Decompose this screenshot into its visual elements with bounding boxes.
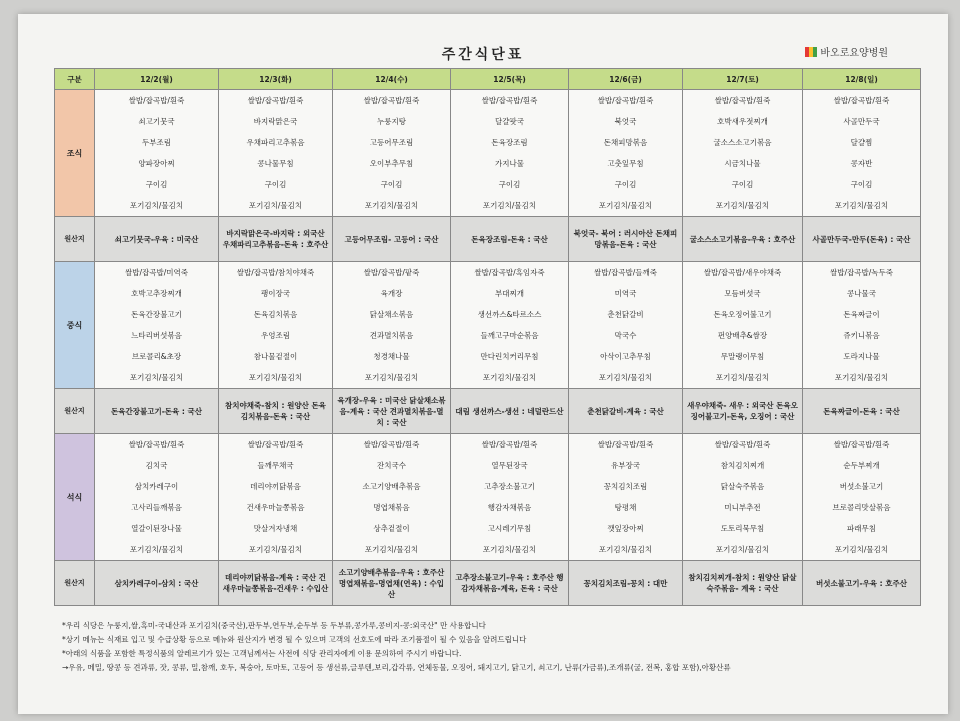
menu-item: 포기김치/물김치 [598,201,653,210]
menu-cell [95,90,219,217]
menu-item: 구이김 [380,180,403,189]
menu-item: 구이김 [614,180,637,189]
origin-label: 원산지 [55,561,95,606]
note-line: *상기 메뉴는 식재료 입고 및 수급상황 등으로 메뉴와 원산지가 변경 될 수 있으며 고객의 선호도에 따라 조기품절이 될 수 있음을 알려드립니다 [62,635,527,644]
menu-item: 쌀밥/잡곡밥/흰죽 [128,96,185,105]
menu-item: 쌀밥/잡곡밥/흰죽 [714,96,771,105]
header-row [55,69,921,90]
menu-item: 쌀밥/잡곡밥/새우야채죽 [703,268,782,277]
day-header: 12/8(일) [803,69,921,90]
weekly-menu-table [54,68,921,606]
day-header: 12/2(월) [95,69,219,90]
menu-item: 포기김치/물김치 [834,373,889,382]
menu-item: 포기김치/물김치 [715,201,770,210]
menu-item: 브로콜리&초장 [131,352,182,361]
origin-cell [333,217,451,262]
origin-text: 돈육장조림-돈육 : 국산 [471,234,548,244]
menu-item: 쌀밥/잡곡밥/흰죽 [833,440,890,449]
menu-cell [451,434,569,561]
menu-item: 포기김치/물김치 [482,545,537,554]
menu-item: 포기김치/물김치 [364,373,419,382]
lunch-label: 중식 [55,262,95,389]
lunch-row [55,262,921,389]
menu-item: 구이김 [850,180,873,189]
logo-mark-icon [805,47,817,57]
menu-item: 팽이장국 [261,289,290,298]
menu-item: 미역국 [614,289,637,298]
menu-cell [569,434,683,561]
menu-item: 포기김치/물김치 [482,201,537,210]
note-line: *아래의 식품을 포함한 특정식품의 알레르기가 있는 고객님께서는 사전에 식당 관리자에게 이용 문의하여 주시기 바랍니다. [62,649,462,658]
menu-item: 오이부추무침 [369,159,414,168]
menu-item: 쌀밥/잡곡밥/흰죽 [247,440,304,449]
menu-item: 모듬버섯국 [724,289,761,298]
menu-item: 참나물겉절이 [253,352,298,361]
origin-text: 참치야채죽-참치 : 원양산 돈육김치볶음-돈육 : 국산 [225,401,326,421]
menu-item: 막국수 [614,331,637,340]
breakfast-row [55,90,921,217]
menu-item: 쌀밥/잡곡밥/흰죽 [714,440,771,449]
hospital-logo [805,44,888,59]
menu-cell [803,90,921,217]
menu-item: 도토리묵무침 [720,524,765,533]
origin-text: 삼치카레구이-삼치 : 국산 [114,578,199,588]
menu-item: 쌀밥/잡곡밥/흰죽 [597,96,654,105]
origin-cell [683,389,803,434]
menu-item: 상추겉절이 [373,524,410,533]
menu-item: 육개장 [380,289,403,298]
menu-item: 쌀밥/잡곡밥/흰죽 [363,96,420,105]
origin-cell [683,217,803,262]
menu-item: 고등어무조림 [369,138,414,147]
menu-item: 고시레기무침 [487,524,532,533]
menu-item: 돈육장조림 [491,138,528,147]
menu-item: 브로콜리맛살볶음 [832,503,891,512]
origin-text: 북엇국- 북어 : 러시아산 돈채피망볶음-돈육 : 국산 [573,229,678,249]
menu-item: 구이김 [264,180,287,189]
menu-item: 데리야끼닭볶음 [250,482,301,491]
menu-item: 순두부찌개 [843,461,880,470]
menu-item: 호박고추장찌개 [131,289,182,298]
menu-item: 쥬키니볶음 [843,331,880,340]
menu-item: 포기김치/물김치 [598,545,653,554]
day-header: 12/5(목) [451,69,569,90]
corner-header: 구분 [55,69,95,90]
menu-cell [95,262,219,389]
menu-item: 포기김치/물김치 [129,545,184,554]
note-line: *우리 식당은 누룽지,쌀,흑미-국내산과 포기김치(중국산),판두부,연두부,순두부 등 두부류,콩가루,콩비지-콩:외국산" 만 사용합니다 [62,621,486,630]
menu-item: 맛살겨자냉채 [253,524,298,533]
menu-item: 쌀밥/잡곡밥/흰죽 [481,440,538,449]
origin-text: 육개장-우육 : 미국산 닭살채소볶음-계육 : 국산 견과멸치볶음-멸치 : 국산 [337,395,446,427]
menu-cell [803,434,921,561]
menu-item: 쌀밥/잡곡밥/참치야채죽 [236,268,315,277]
menu-item: 견과멸치볶음 [369,331,414,340]
menu-cell [683,434,803,561]
origin-cell [451,561,569,606]
origin-text: 대림 생선까스-생선 : 네덜란드산 [455,406,564,416]
menu-item: 청경채나물 [373,352,410,361]
menu-item: 구이김 [731,180,754,189]
menu-item: 포기김치/물김치 [715,545,770,554]
menu-cell [569,90,683,217]
menu-item: 돈육간장불고기 [131,310,182,319]
dinner-row [55,434,921,561]
origin-text: 돈육간장불고기-돈육 : 국산 [110,406,203,416]
menu-item: 김치국 [145,461,168,470]
origin-text: 쇠고기뭇국-우육 : 미국산 [114,234,199,244]
origin-cell [803,561,921,606]
menu-item: 고추장소불고기 [484,482,535,491]
menu-item: 깻잎장아찌 [607,524,644,533]
menu-item: 참치김치찌개 [720,461,765,470]
menu-item: 포기김치/물김치 [834,545,889,554]
menu-item: 무말랭이무침 [720,352,765,361]
origin-cell [569,561,683,606]
menu-item: 아삭이고추무침 [600,352,651,361]
origin-cell [803,217,921,262]
origin-cell [451,217,569,262]
origin-cell [95,561,219,606]
menu-item: 펀양배추&쌈장 [717,331,768,340]
origin-text: 꽁치김치조림-꽁치 : 대만 [583,578,668,588]
menu-item: 포기김치/물김치 [834,201,889,210]
menu-item: 쌀밥/잡곡밥/미역죽 [124,268,188,277]
origin-text: 고추장소불고기-우육 : 호주산 행감자채볶음-계육, 돈육 : 국산 [455,573,564,593]
menu-cell [683,262,803,389]
origin-text: 춘천닭갈비-계육 : 국산 [587,406,664,416]
menu-item: 콩나물무침 [257,159,294,168]
origin-label: 원산지 [55,389,95,434]
menu-item: 버섯소불고기 [839,482,884,491]
menu-item: 구이김 [498,180,521,189]
menu-cell [219,90,333,217]
menu-cell [569,262,683,389]
menu-item: 고춧잎무침 [607,159,644,168]
menu-item: 닭살숙주볶음 [720,482,765,491]
origin-cell [219,389,333,434]
menu-item: 누룽지탕 [377,117,406,126]
origin-cell [451,389,569,434]
menu-item: 쌀밥/잡곡밥/녹두죽 [829,268,893,277]
origin-cell [95,389,219,434]
breakfast-label: 조식 [55,90,95,217]
breakfast-origin-row [55,217,921,262]
menu-item: 돈육김치볶음 [253,310,298,319]
logo-text: 바오로요양병원 [820,48,888,59]
origin-text: 고등어무조림- 고등어 : 국산 [344,234,439,244]
menu-cell [95,434,219,561]
day-header: 12/4(수) [333,69,451,90]
menu-item: 생선까스&타르소스 [477,310,542,319]
origin-cell [219,561,333,606]
day-header: 12/3(화) [219,69,333,90]
origin-cell [333,561,451,606]
menu-item: 쇠고기뭇국 [138,117,175,126]
day-header: 12/6(금) [569,69,683,90]
page-title: 주간식단표 [441,47,525,63]
menu-item: 우엉조림 [261,331,290,340]
menu-item: 돈육짜글이 [843,310,880,319]
origin-text: 새우야채죽- 새우 : 외국산 돈육오징어불고기-돈육, 오징어 : 국산 [687,401,798,421]
menu-item: 콩나물국 [847,289,876,298]
menu-cell [451,90,569,217]
menu-item: 가지나물 [495,159,524,168]
menu-item: 행감자채볶음 [487,503,532,512]
menu-item: 쌀밥/잡곡밥/흰죽 [597,440,654,449]
origin-cell [683,561,803,606]
menu-cell [683,90,803,217]
origin-cell [333,389,451,434]
menu-item: 쌀밥/잡곡밥/흰죽 [833,96,890,105]
menu-item: 탕평채 [614,503,637,512]
menu-item: 들깨고구마순볶음 [480,331,539,340]
menu-item: 파래무침 [847,524,876,533]
menu-item: 쌀밥/잡곡밥/들깨죽 [593,268,657,277]
menu-item: 콩자반 [850,159,873,168]
menu-item: 포기김치/물김치 [482,373,537,382]
lunch-origin-row [55,389,921,434]
notes [62,619,731,675]
menu-item: 꽁치김치조림 [603,482,648,491]
origin-text: 바지락맑은국-바지락 : 외국산 우채파리고추볶음-돈육 : 호주산 [222,229,329,249]
origin-cell [569,389,683,434]
menu-item: 호박새우젓찌개 [717,117,768,126]
menu-item: 구이김 [145,180,168,189]
day-header: 12/7(토) [683,69,803,90]
origin-text: 굴소스소고기볶음-우육 : 호주산 [689,234,796,244]
menu-item: 쌀밥/잡곡밥/흰죽 [363,440,420,449]
origin-cell [803,389,921,434]
origin-cell [95,217,219,262]
origin-text: 소고기양배추볶음-우육 : 호주산 명엽채볶음-명엽채(연육) : 수입산 [338,567,445,599]
menu-item: 돈육오징어불고기 [713,310,772,319]
origin-text: 버섯소불고기-우육 : 호주산 [815,578,908,588]
menu-cell [451,262,569,389]
menu-cell [219,434,333,561]
menu-item: 도라지나물 [843,352,880,361]
menu-item: 돈채피망볶음 [603,138,648,147]
menu-item: 북엇국 [614,117,637,126]
menu-item: 사골만두국 [843,117,880,126]
origin-text: 사골만두국-만두(돈육) : 국산 [812,234,911,244]
menu-item: 열갈이된장나물 [131,524,182,533]
menu-item: 포기김치/물김치 [129,201,184,210]
menu-item: 들깨무채국 [257,461,294,470]
menu-item: 포기김치/물김치 [364,201,419,210]
menu-item: 달걀팟국 [495,117,524,126]
origin-cell [219,217,333,262]
menu-item: 미니부추전 [724,503,761,512]
menu-cell [803,262,921,389]
menu-item: 포기김치/물김치 [129,373,184,382]
menu-item: 포기김치/물김치 [598,373,653,382]
origin-text: 데리야끼닭볶음-계육 : 국산 건새우마늘쫑볶음-건새우 : 수입산 [222,573,329,593]
menu-item: 유부장국 [611,461,640,470]
dinner-origin-row [55,561,921,606]
origin-text: 돈육짜글이-돈육 : 국산 [823,406,900,416]
menu-item: 건새우마늘쫑볶음 [246,503,305,512]
menu-item: 시금치나물 [724,159,761,168]
menu-item: 포기김치/물김치 [364,545,419,554]
origin-text: 참치김치찌개-참치 : 원양산 닭살숙주볶음- 계육 : 국산 [688,573,797,593]
menu-cell [333,434,451,561]
menu-item: 쌀밥/잡곡밥/흰죽 [481,96,538,105]
menu-cell [333,262,451,389]
menu-item: 양파장아찌 [138,159,175,168]
menu-sheet [18,14,948,714]
menu-item: 달걀찜 [850,138,873,147]
menu-cell [333,90,451,217]
origin-label: 원산지 [55,217,95,262]
menu-item: 소고기양배추볶음 [362,482,421,491]
menu-item: 삼치카레구이 [134,482,179,491]
menu-cell [219,262,333,389]
dinner-label: 석식 [55,434,95,561]
menu-item: 닭살채소볶음 [369,310,414,319]
menu-item: 포기김치/물김치 [248,545,303,554]
menu-item: 부대찌개 [495,289,524,298]
menu-item: 포기김치/물김치 [715,373,770,382]
menu-item: 쌀밥/잡곡밥/흑임자죽 [474,268,545,277]
menu-item: 쌀밥/잡곡밥/흰죽 [128,440,185,449]
menu-item: 굴소스소고기볶음 [713,138,772,147]
note-line: →우유, 메밀, 땅콩 등 견과류, 잣, 콩류, 밀,참깨, 호두, 복숭아, 토마토, 고등어 등 생선류,글루텐,보리,갑각류, 연체동물, 오징어, 돼지고기, 닭고기, 쇠고기, 난류(가금류),조개류(굴, 전복, 홍합 포함),아황산류 [62,663,731,672]
menu-item: 잔치국수 [377,461,406,470]
menu-item: 포기김치/물김치 [248,201,303,210]
menu-item: 바지락맑은국 [253,117,298,126]
menu-item: 만다린치커리무침 [480,352,539,361]
menu-item: 쌀밥/잡곡밥/팥죽 [363,268,420,277]
menu-item: 포기김치/물김치 [248,373,303,382]
menu-item: 열무된장국 [491,461,528,470]
origin-cell [569,217,683,262]
menu-item: 두부조림 [142,138,171,147]
menu-item: 명엽채볶음 [373,503,410,512]
menu-item: 쌀밥/잡곡밥/흰죽 [247,96,304,105]
menu-item: 춘천닭갈비 [607,310,644,319]
menu-item: 우채파리고추볶음 [246,138,305,147]
menu-item: 고사리들깨볶음 [131,503,182,512]
menu-item: 느타리버섯볶음 [131,331,182,340]
